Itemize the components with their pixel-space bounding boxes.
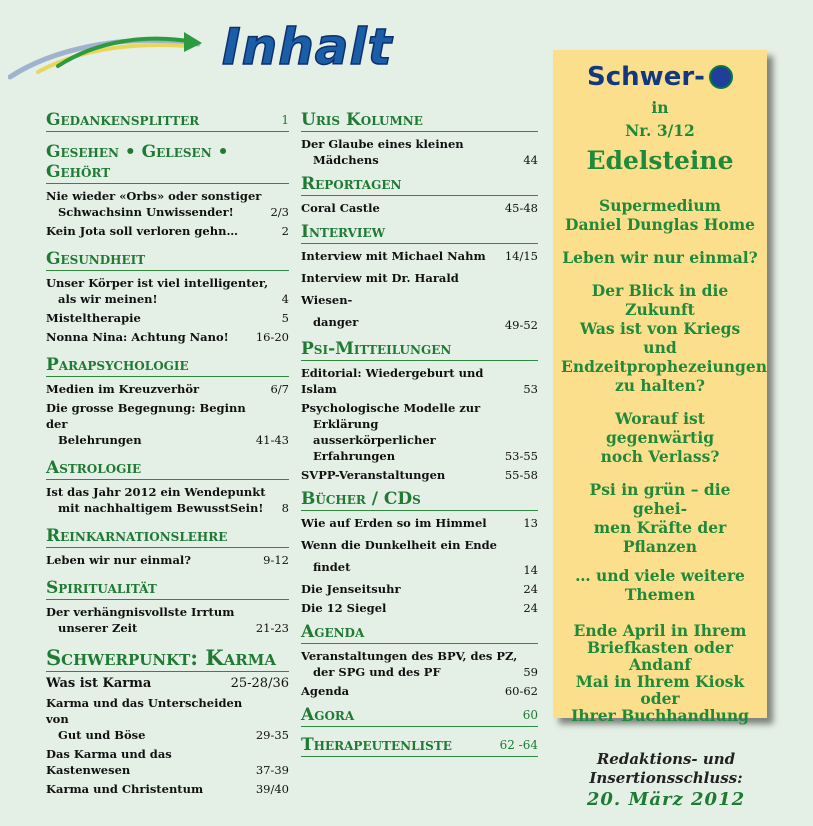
entry-line: Schwachsinn Unwissender! [58, 205, 234, 219]
entry-page: 4 [281, 292, 289, 306]
entry-title [46, 695, 256, 743]
entry-title [301, 534, 523, 578]
entry-title [46, 552, 263, 568]
swoosh-logo-icon [8, 22, 218, 87]
availability-line: Ihrer Buchhandlung [571, 706, 749, 725]
section-title: Agora [301, 705, 355, 725]
teaser-line: … und viele weitere [575, 566, 745, 585]
toc-entry [46, 223, 289, 239]
section-title: Gedankensplitter [46, 110, 200, 130]
section-heading [46, 110, 289, 132]
toc-section [301, 110, 538, 168]
entry-line: der SPG und des PF [313, 665, 441, 679]
entry-title [301, 581, 523, 597]
toc-section [46, 526, 289, 568]
entry-list [46, 188, 289, 239]
teaser [561, 281, 768, 395]
entry-title [46, 676, 231, 692]
entry-line: Psychologische Modelle zur [301, 401, 481, 415]
toc-entry [301, 534, 538, 578]
entry-list [46, 676, 289, 797]
toc-entry [301, 467, 538, 483]
toc-entry [301, 600, 538, 616]
entry-page: 39/40 [255, 782, 289, 796]
toc-section [46, 110, 289, 132]
toc-section [301, 735, 538, 757]
entry-title [301, 515, 523, 531]
entry-line: Mädchens [313, 153, 379, 167]
teaser-line: Leben wir nur einmal? [562, 248, 758, 267]
entry-title [301, 200, 505, 216]
toc-section [301, 705, 538, 727]
section-heading [301, 735, 538, 757]
toc-section [46, 249, 289, 345]
toc-section [46, 646, 289, 797]
entry-title [301, 365, 523, 397]
page-title: Inhalt [222, 18, 393, 76]
entry-list [46, 484, 289, 516]
entry-page: 9-12 [263, 553, 289, 567]
entry-line: Ist das Jahr 2012 ein Wendepunkt [46, 485, 266, 499]
toc-entry [46, 381, 289, 397]
teaser-line: Daniel Dunglas Home [565, 215, 755, 234]
teaser-line: zu halten? [614, 376, 706, 395]
toc-section [301, 622, 538, 699]
entry-title [46, 604, 256, 636]
section-heading [301, 489, 538, 511]
entry-page: 29-35 [255, 728, 289, 742]
entry-line: Was ist Karma [46, 676, 152, 691]
entry-title [301, 648, 523, 680]
section-page: 62 -64 [499, 738, 538, 752]
entry-line: unserer Zeit [58, 621, 138, 635]
entry-list [301, 365, 538, 483]
section-title: Reportagen [301, 174, 402, 194]
section-title: Spiritualität [46, 578, 157, 598]
section-title: Schwerpunkt: Karma [46, 645, 276, 670]
toc-section [46, 578, 289, 636]
entry-line: mit nachhaltigem BewusstSein! [58, 501, 264, 515]
toc-entry [301, 248, 538, 264]
teaser-list [553, 196, 767, 604]
entry-title [301, 267, 505, 333]
teaser [561, 566, 759, 604]
entry-line: Das Karma und das Kastenwesen [46, 747, 172, 777]
toc-entry [46, 484, 289, 516]
entry-page: 49-52 [504, 318, 538, 332]
entry-title [46, 188, 270, 220]
section-heading [46, 526, 289, 548]
brand-logo [553, 62, 767, 92]
entry-line: Karma und Christentum [46, 782, 204, 796]
section-title: Reinkarnationslehre [46, 526, 228, 546]
entry-title [46, 484, 282, 516]
entry-page: 59 [523, 665, 538, 679]
teaser [561, 409, 759, 466]
entry-title [301, 600, 523, 616]
teaser-line: noch Verlass? [600, 447, 720, 466]
teaser-line: Endzeitprophezeiungen [561, 357, 768, 376]
entry-line: Unser Körper ist viel intelligenter, [46, 276, 269, 290]
toc-section [301, 489, 538, 616]
toc-entry [46, 781, 289, 797]
toc-section [46, 142, 289, 239]
toc-entry [301, 200, 538, 216]
entry-line: Nonna Nina: Achtung Nano! [46, 330, 229, 344]
entry-line: Interview mit Michael Nahm [301, 249, 486, 263]
section-heading [301, 174, 538, 196]
panel-topic: Edelsteine [586, 146, 734, 175]
toc-entry [301, 515, 538, 531]
toc-right-column [301, 110, 538, 761]
section-heading [301, 110, 538, 132]
entry-page: 24 [523, 582, 538, 596]
entry-line: Editorial: Wiedergeburt und Islam [301, 366, 484, 396]
section-title: Gesehen • Gelesen • Gehört [46, 142, 229, 182]
entry-title [46, 310, 282, 326]
entry-page: 55-58 [504, 468, 538, 482]
entry-line: Die 12 Siegel [301, 601, 387, 615]
toc-entry [46, 676, 289, 692]
entry-page: 14 [523, 563, 538, 577]
entry-list [301, 136, 538, 168]
section-heading [46, 578, 289, 600]
toc-entry [301, 648, 538, 680]
toc-section [301, 339, 538, 483]
entry-line: Kein Jota soll verloren gehn… [46, 224, 238, 238]
entry-page: 2/3 [270, 205, 289, 219]
toc-section [301, 222, 538, 333]
toc-entry [46, 310, 289, 326]
entry-list [301, 648, 538, 699]
entry-title [46, 400, 256, 448]
toc-entry [301, 400, 538, 464]
entry-line: Die grosse Begegnung: Beginn der [46, 401, 246, 431]
section-title: Psi-Mitteilungen [301, 339, 452, 359]
entry-list [301, 200, 538, 216]
toc-section [46, 355, 289, 448]
section-title: Gesundheit [46, 249, 146, 269]
entry-title [46, 781, 256, 797]
section-title: Parapsychologie [46, 355, 189, 375]
deadline-date: 20. März 2012 [586, 789, 746, 810]
section-heading [301, 339, 538, 361]
entry-list [301, 248, 538, 333]
entry-line: Medien im Kreuzverhör [46, 382, 200, 396]
entry-title [301, 248, 505, 264]
entry-line: Wie auf Erden so im Himmel [301, 516, 487, 530]
entry-page: 44 [523, 153, 538, 167]
entry-title [46, 223, 282, 239]
teaser-line: Psi in grün – die gehei- [589, 480, 731, 518]
entry-title [46, 381, 270, 397]
entry-page: 21-23 [255, 621, 289, 635]
toc-entry [301, 683, 538, 699]
entry-page: 41-43 [255, 433, 289, 447]
entry-title [46, 329, 256, 345]
entry-page: 53 [523, 382, 538, 396]
next-issue-panel [553, 50, 768, 725]
deadline-label-2: Insertionsschluss: [589, 769, 743, 787]
entry-line: danger [313, 315, 359, 329]
section-heading [46, 142, 289, 184]
section-title: Uris Kolumne [301, 110, 423, 130]
entry-line: als wir meinen! [58, 292, 158, 306]
entry-title [301, 136, 523, 168]
toc-entry [46, 329, 289, 345]
toc-entry [46, 552, 289, 568]
section-heading [301, 705, 538, 727]
entry-list [46, 552, 289, 568]
section-page: 60 [522, 708, 538, 722]
entry-list [301, 515, 538, 616]
entry-page: 37-39 [255, 763, 289, 777]
toc-left-column [46, 110, 289, 800]
entry-line: Belehrungen [58, 433, 142, 447]
entry-line: Gut und Böse [58, 728, 146, 742]
entry-line: Erfahrungen [313, 449, 396, 463]
availability-line: Mai in Ihrem Kiosk oder [575, 672, 745, 708]
toc-section [301, 174, 538, 216]
teaser-line: men Kräfte der Pflanzen [593, 518, 727, 556]
deadline-label-1: Redaktions- und [596, 750, 736, 768]
entry-title [46, 275, 282, 307]
entry-line: Interview mit Dr. Harald Wiesen- [301, 271, 459, 307]
section-title: Agenda [301, 622, 365, 642]
availability-line: Briefkasten oder Andanf [586, 638, 734, 674]
section-title: Interview [301, 222, 386, 242]
entry-page: 14/15 [504, 249, 538, 263]
entry-line: Nie wieder «Orbs» oder sonstiger [46, 189, 262, 203]
teaser [561, 480, 759, 556]
entry-page: 45-48 [504, 201, 538, 215]
entry-title [301, 400, 505, 464]
entry-line: Der Glaube eines kleinen [301, 137, 464, 151]
entry-line: Die Jenseitsuhr [301, 582, 401, 596]
entry-line: SVPP-Veranstaltungen [301, 468, 446, 482]
entry-line: Coral Castle [301, 201, 380, 215]
entry-page: 16-20 [255, 330, 289, 344]
entry-page: 5 [281, 311, 289, 325]
toc-entry [46, 746, 289, 778]
entry-list [46, 275, 289, 345]
entry-line: findet [313, 560, 351, 574]
entry-line: Leben wir nur einmal? [46, 553, 192, 567]
deadline-block [560, 750, 772, 812]
entry-page: 25-28/36 [230, 676, 289, 691]
teaser-line: Was ist von Kriegs und [579, 319, 741, 357]
teaser-line: Supermedium [599, 196, 721, 215]
brand-dot-icon [709, 65, 733, 89]
brand-text: Schwer- [587, 62, 705, 92]
section-page: 1 [281, 113, 289, 127]
entry-page: 2 [281, 224, 289, 238]
section-heading [46, 458, 289, 480]
entry-page: 13 [523, 516, 538, 530]
toc-entry [46, 695, 289, 743]
section-heading [301, 622, 538, 644]
availability-note [553, 622, 767, 724]
section-heading [46, 355, 289, 377]
teaser-line: Themen [624, 585, 696, 604]
entry-title [46, 746, 256, 778]
entry-list [46, 604, 289, 636]
toc-entry [46, 604, 289, 636]
section-title: Therapeutenliste [301, 735, 452, 755]
toc-entry [46, 275, 289, 307]
section-title: Astrologie [46, 458, 142, 478]
toc-entry [46, 188, 289, 220]
panel-in: in [651, 98, 669, 117]
entry-page: 6/7 [270, 382, 289, 396]
teaser-line: Worauf ist gegenwärtig [605, 409, 715, 447]
entry-page: 60-62 [504, 684, 538, 698]
entry-line: Wenn die Dunkelheit ein Ende [301, 538, 497, 552]
availability-line: Ende April in Ihrem [573, 621, 747, 640]
entry-list [46, 381, 289, 448]
toc-section [46, 458, 289, 516]
toc-entry [301, 136, 538, 168]
section-title: Bücher / CDs [301, 489, 421, 509]
entry-page: 8 [281, 501, 289, 515]
teaser-line: Der Blick in die Zukunft [591, 281, 729, 319]
entry-line: Karma und das Unterscheiden von [46, 696, 243, 726]
toc-entry [301, 365, 538, 397]
section-heading [46, 249, 289, 271]
toc-entry [46, 400, 289, 448]
teaser [561, 196, 759, 234]
teaser [561, 248, 759, 267]
entry-title [301, 683, 505, 699]
section-heading [46, 646, 289, 672]
toc-entry [301, 581, 538, 597]
entry-page: 53-55 [504, 449, 538, 463]
entry-line: Der verhängnisvollste Irrtum [46, 605, 235, 619]
entry-page: 24 [523, 601, 538, 615]
entry-line: Veranstaltungen des BPV, des PZ, [301, 649, 518, 663]
entry-line: Erklärung ausserkörperlicher [313, 417, 436, 447]
entry-line: Misteltherapie [46, 311, 141, 325]
panel-issue: Nr. 3/12 [625, 121, 695, 140]
toc-entry [301, 267, 538, 333]
entry-title [301, 467, 505, 483]
entry-line: Agenda [301, 684, 350, 698]
section-heading [301, 222, 538, 244]
